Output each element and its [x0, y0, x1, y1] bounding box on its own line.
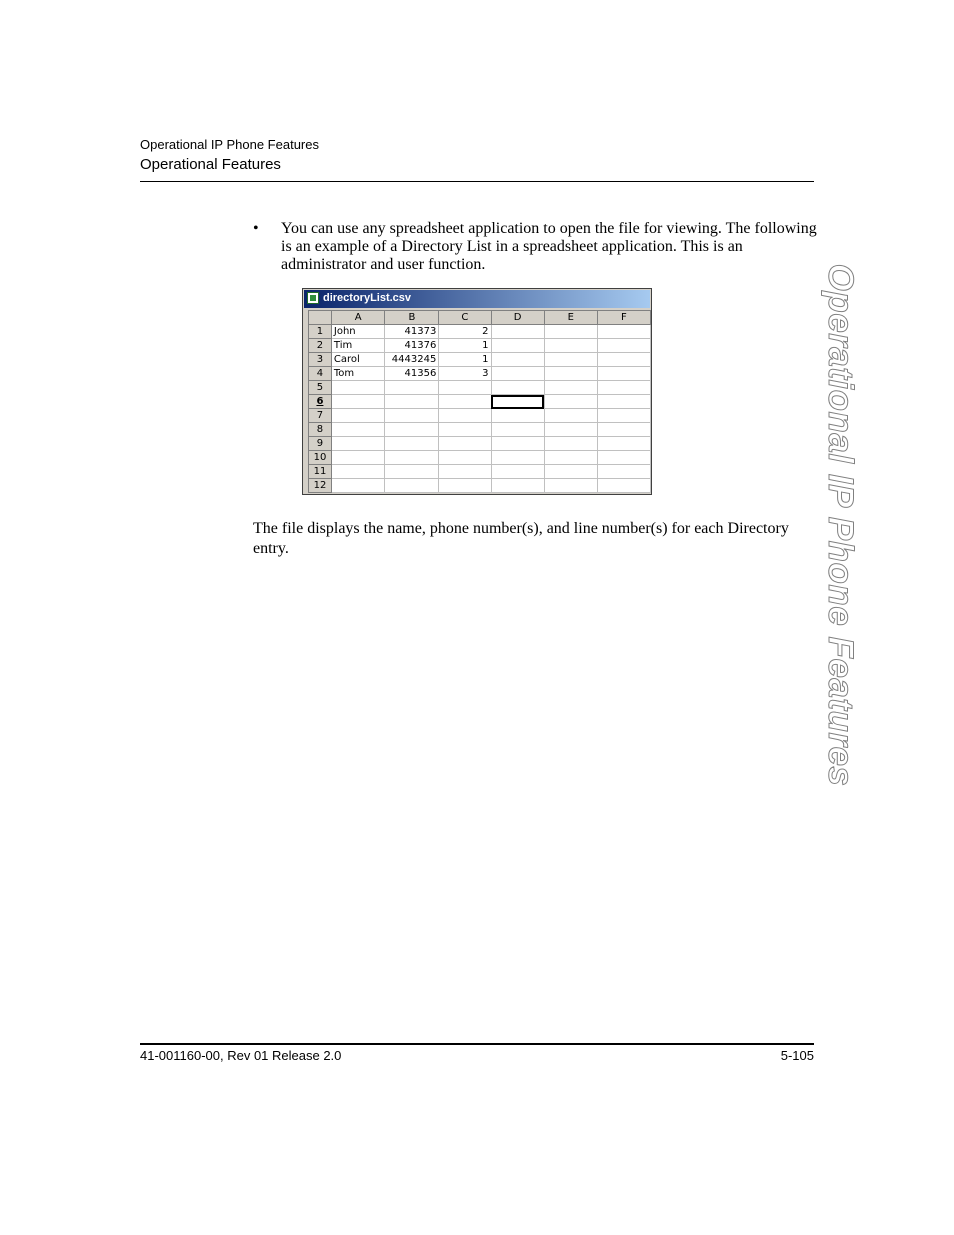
column-header-c[interactable]: C: [439, 311, 491, 325]
cell-phone-number[interactable]: [385, 395, 439, 409]
cell-line-number[interactable]: [439, 409, 491, 423]
table-row: [309, 479, 651, 493]
cell[interactable]: [544, 367, 597, 381]
table-row: [309, 339, 651, 353]
row-header[interactable]: 6: [309, 395, 332, 409]
cell-name[interactable]: Carol: [331, 353, 385, 367]
cell-name[interactable]: [331, 409, 385, 423]
footer-rule: [140, 1043, 814, 1045]
column-header-d[interactable]: D: [491, 311, 544, 325]
cell[interactable]: [491, 353, 544, 367]
cell[interactable]: [597, 479, 650, 493]
row-header[interactable]: 2: [309, 339, 332, 353]
cell-line-number[interactable]: [439, 451, 491, 465]
column-header-a[interactable]: A: [331, 311, 385, 325]
row-header[interactable]: 8: [309, 423, 332, 437]
cell[interactable]: [597, 465, 650, 479]
cell[interactable]: [491, 381, 544, 395]
cell-line-number[interactable]: [439, 381, 491, 395]
cell[interactable]: [491, 437, 544, 451]
cell-line-number[interactable]: 3: [439, 367, 491, 381]
row-header[interactable]: 12: [309, 479, 332, 493]
cell[interactable]: [544, 451, 597, 465]
cell[interactable]: [597, 395, 650, 409]
spreadsheet-window: [302, 288, 652, 495]
cell[interactable]: [597, 437, 650, 451]
cell-line-number[interactable]: [439, 465, 491, 479]
cell[interactable]: [544, 381, 597, 395]
cell-name[interactable]: [331, 381, 385, 395]
cell-line-number[interactable]: [439, 437, 491, 451]
row-header[interactable]: 7: [309, 409, 332, 423]
spreadsheet-titlebar: [304, 290, 650, 308]
cell-name[interactable]: [331, 465, 385, 479]
cell-phone-number[interactable]: [385, 437, 439, 451]
description-paragraph: The file displays the name, phone number(s), and line number(s) for each Directory entry.: [253, 520, 789, 557]
cell[interactable]: [544, 465, 597, 479]
cell[interactable]: [597, 451, 650, 465]
table-row: [309, 325, 651, 339]
cell[interactable]: [597, 325, 650, 339]
cell[interactable]: [491, 451, 544, 465]
header-rule: [140, 181, 814, 182]
cell-name[interactable]: [331, 423, 385, 437]
cell-line-number[interactable]: 2: [439, 325, 491, 339]
bullet-paragraph: You can use any spreadsheet application to open the file for viewing. The following is an example of a Directory List in a spreadsheet application. This is an administrator and user function.: [281, 220, 817, 273]
cell[interactable]: [544, 437, 597, 451]
table-row: [309, 437, 651, 451]
bullet-marker: •: [253, 220, 259, 237]
column-header-b[interactable]: B: [385, 311, 439, 325]
cell-name[interactable]: [331, 451, 385, 465]
cell-line-number[interactable]: [439, 479, 491, 493]
cell[interactable]: [597, 339, 650, 353]
cell[interactable]: [544, 353, 597, 367]
row-header[interactable]: 1: [309, 325, 332, 339]
cell[interactable]: [544, 423, 597, 437]
footer-doc-id: 41-001160-00, Rev 01 Release 2.0: [140, 1048, 342, 1063]
cell[interactable]: [544, 325, 597, 339]
cell[interactable]: [597, 353, 650, 367]
table-row: [309, 451, 651, 465]
column-header-row: [309, 311, 651, 325]
running-header-section: Operational IP Phone Features: [140, 137, 319, 152]
cell[interactable]: [597, 409, 650, 423]
cell-phone-number[interactable]: [385, 409, 439, 423]
cell-name[interactable]: [331, 437, 385, 451]
table-row: [309, 409, 651, 423]
table-row: [309, 367, 651, 381]
cell[interactable]: [491, 339, 544, 353]
cell-line-number[interactable]: [439, 395, 491, 409]
table-row: [309, 423, 651, 437]
cell[interactable]: [597, 381, 650, 395]
cell-phone-number[interactable]: 41356: [385, 367, 439, 381]
cell-name[interactable]: John: [331, 325, 385, 339]
cell-name[interactable]: [331, 395, 385, 409]
row-header[interactable]: 3: [309, 353, 332, 367]
cell-phone-number[interactable]: 41376: [385, 339, 439, 353]
cell-phone-number[interactable]: [385, 451, 439, 465]
side-chapter-title: Operational IP Phone Features: [821, 263, 860, 787]
cell-name[interactable]: [331, 479, 385, 493]
cell-phone-number[interactable]: [385, 479, 439, 493]
cell[interactable]: [491, 465, 544, 479]
excel-file-icon: [307, 292, 319, 304]
row-header[interactable]: 11: [309, 465, 332, 479]
row-header[interactable]: 10: [309, 451, 332, 465]
cell[interactable]: [491, 479, 544, 493]
cell[interactable]: [491, 423, 544, 437]
cell[interactable]: [544, 409, 597, 423]
cell-phone-number[interactable]: 4443245: [385, 353, 439, 367]
spreadsheet-grid: [308, 310, 651, 493]
cell-name[interactable]: Tom: [331, 367, 385, 381]
cell[interactable]: [491, 409, 544, 423]
table-row: [309, 353, 651, 367]
cell[interactable]: [491, 367, 544, 381]
row-header[interactable]: 9: [309, 437, 332, 451]
cell[interactable]: [544, 339, 597, 353]
row-header[interactable]: 5: [309, 381, 332, 395]
column-header-e[interactable]: E: [544, 311, 597, 325]
cell-phone-number[interactable]: [385, 381, 439, 395]
cell[interactable]: [491, 325, 544, 339]
select-all-corner[interactable]: [309, 311, 332, 325]
cell-line-number[interactable]: 1: [439, 339, 491, 353]
running-header-subsection: Operational Features: [140, 156, 281, 173]
footer-page-number: 5-105: [780, 1048, 814, 1063]
cell[interactable]: [544, 479, 597, 493]
cell-phone-number[interactable]: 41373: [385, 325, 439, 339]
column-header-f[interactable]: F: [597, 311, 650, 325]
cell[interactable]: [597, 367, 650, 381]
spreadsheet-title: directoryList.csv: [323, 292, 412, 304]
cell[interactable]: [544, 395, 597, 409]
cell-phone-number[interactable]: [385, 423, 439, 437]
cell-phone-number[interactable]: [385, 465, 439, 479]
row-header[interactable]: 4: [309, 367, 332, 381]
active-cell[interactable]: [491, 395, 544, 409]
table-row: [309, 465, 651, 479]
cell-line-number[interactable]: [439, 423, 491, 437]
cell-line-number[interactable]: 1: [439, 353, 491, 367]
table-row: [309, 395, 651, 409]
cell-name[interactable]: Tim: [331, 339, 385, 353]
cell[interactable]: [597, 423, 650, 437]
table-row: [309, 381, 651, 395]
